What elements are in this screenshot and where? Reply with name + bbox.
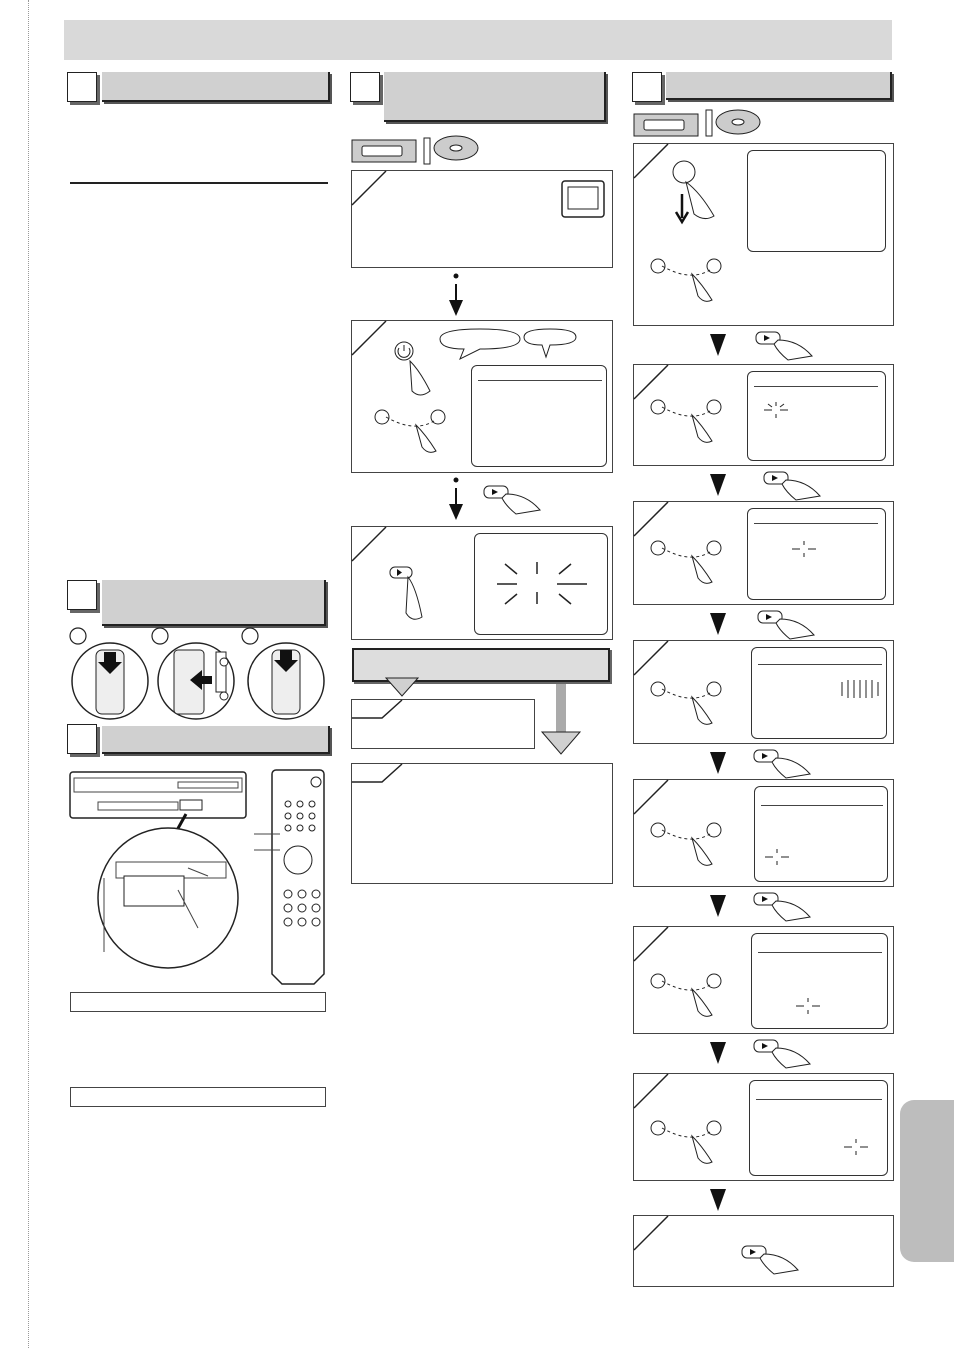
step-panel-r1 <box>633 143 894 326</box>
step-panel-r4 <box>633 640 894 744</box>
play-button-icon <box>756 332 812 360</box>
arrow-keys-icon <box>651 823 721 865</box>
flashing-indicator-icon <box>794 996 824 1016</box>
branch-panel-a <box>351 699 535 749</box>
step-panel-m2 <box>351 320 613 473</box>
vcr-dvd-unit-icon <box>70 772 246 818</box>
menu-button-icon <box>673 161 695 183</box>
play-button-icon <box>758 611 814 639</box>
section-title-bar-1 <box>102 72 330 102</box>
play-button-icon <box>742 1246 798 1274</box>
play-button-icon <box>754 1040 810 1068</box>
remote-control-icon <box>254 770 324 984</box>
screen-rule <box>761 805 883 806</box>
step-arrow-r4 <box>706 744 826 784</box>
step-panel-r5 <box>633 779 894 887</box>
front-panel-magnified <box>98 828 238 968</box>
arrow-keys-icon <box>651 974 721 1016</box>
flashing-indicator-icon <box>762 400 792 420</box>
arrow-keys-icon <box>375 410 445 452</box>
osd-screen <box>471 365 607 467</box>
speech-bubble-icon <box>524 329 576 357</box>
osd-screen <box>474 533 608 635</box>
step-arrow-r1 <box>706 326 826 366</box>
section-number-box-3 <box>67 724 97 754</box>
osd-screen <box>747 371 886 461</box>
vcr-icon <box>634 114 698 136</box>
flashing-indicator-icon <box>838 678 882 700</box>
play-button-icon <box>754 893 810 921</box>
step-arrow-r7 <box>706 1181 736 1215</box>
speech-bubble-icon <box>440 329 520 359</box>
section-title-bar-2 <box>102 580 326 626</box>
osd-screen <box>747 150 886 252</box>
note-box-2 <box>70 1087 326 1107</box>
screen-rule <box>754 386 878 387</box>
screen-rule <box>478 380 602 381</box>
step-panel-m3 <box>351 526 613 640</box>
play-button-icon <box>764 472 820 500</box>
flashing-indicator-icon <box>763 847 793 867</box>
arrow-keys-icon <box>651 541 721 583</box>
battery-step-1 <box>70 628 148 719</box>
margin-dotted-line <box>28 0 29 1348</box>
vcr-icon <box>352 140 416 162</box>
section-title-bar-3 <box>102 726 330 754</box>
step-panel-r6 <box>633 926 894 1034</box>
battery-step-3 <box>242 628 324 719</box>
divider-rule <box>70 182 328 184</box>
section-title-bar-5 <box>666 72 892 100</box>
arrow-keys-icon <box>651 259 721 301</box>
branch-panel-b <box>351 763 613 884</box>
play-button-icon <box>390 567 422 619</box>
flashing-indicator-icon <box>475 534 609 636</box>
hand-press-icon <box>686 182 714 219</box>
side-tab <box>900 1100 954 1262</box>
osd-screen <box>751 933 888 1029</box>
section-number-box-1 <box>67 72 97 102</box>
flashing-indicator-icon <box>842 1137 872 1157</box>
section-title-bar-4 <box>384 72 606 122</box>
tv-icon <box>562 181 604 217</box>
step-panel-r8 <box>633 1215 894 1287</box>
osd-screen <box>747 508 886 600</box>
screen-rule <box>754 523 878 524</box>
arrow-keys-icon <box>651 400 721 442</box>
battery-step-2 <box>152 628 234 719</box>
arrow-keys-icon <box>651 682 721 724</box>
flashing-indicator-icon <box>790 539 820 559</box>
arrow-keys-icon <box>651 1121 721 1163</box>
battery-install-illustration <box>64 626 334 726</box>
osd-screen <box>749 1080 888 1176</box>
media-icons-right <box>632 108 772 140</box>
play-button-icon <box>754 750 810 778</box>
hand-press-icon <box>410 361 430 395</box>
screen-rule <box>756 1099 882 1100</box>
screen-rule <box>758 952 882 953</box>
step-panel-r2 <box>633 364 894 466</box>
unit-and-remote-illustration <box>68 768 338 988</box>
step-arrow-r3 <box>706 605 826 645</box>
media-icons-middle <box>350 134 490 166</box>
step-arrow-r5 <box>706 887 826 927</box>
step-panel-r7 <box>633 1073 894 1181</box>
page-header-bar <box>64 20 892 60</box>
section-number-box-5 <box>632 72 662 102</box>
osd-screen <box>754 786 888 882</box>
dvd-disc-icon <box>706 110 760 136</box>
dvd-disc-icon <box>424 136 478 164</box>
section-number-box-2 <box>67 580 97 610</box>
play-button-icon <box>484 486 540 514</box>
note-box-1 <box>70 992 326 1012</box>
dotted-arrow-1 <box>448 272 464 320</box>
section-body-text <box>70 192 328 562</box>
screen-rule <box>758 664 882 665</box>
step-panel-m1 <box>351 170 613 268</box>
step-panel-r3 <box>633 501 894 605</box>
section-number-box-4 <box>350 72 380 102</box>
osd-screen <box>751 647 887 739</box>
step-arrow-r6 <box>706 1034 826 1074</box>
step-arrow-r2 <box>706 466 826 506</box>
power-button-icon <box>395 342 413 360</box>
dotted-arrow-2 <box>448 476 558 524</box>
